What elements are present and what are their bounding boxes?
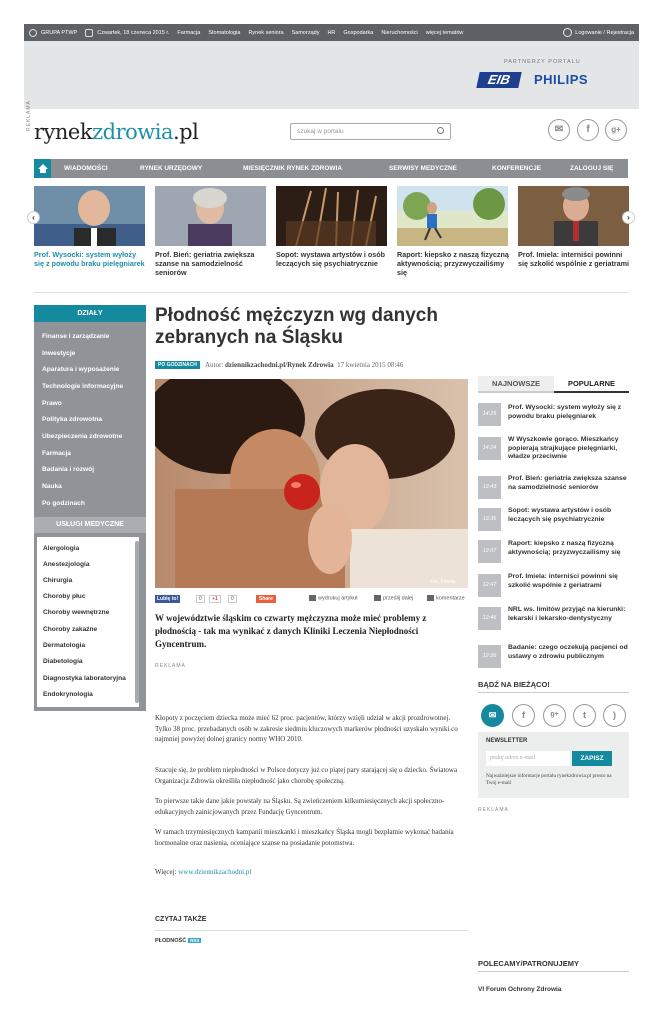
group-menu[interactable]: GRUPA PTWP [41,29,78,36]
topbar-link[interactable]: Farmacja [177,29,201,36]
news-item[interactable]: NRL ws. limitów przyjąć na kierunki: lekarski i lekarsko-dentystyczny [508,606,626,622]
facebook-icon[interactable]: f [512,704,535,727]
carousel-caption[interactable]: Prof. Bień: geriatria zwiększa szanse na samodzielność seniorów [155,250,255,277]
sidebar-item[interactable]: Finanse i zarządzanie [42,333,110,340]
envelope-icon [374,595,381,601]
news-time: 13:36 [478,508,501,531]
article-paragraph: Szacuje się, że problem niepłodności w Polsce dotyczy już co piątej pary starającej się o dziecko. Światowa Organizacja Zdrowia określiła niepłodność jako chorobę społeczną. [155,766,458,785]
google-plus-button[interactable]: +1 [209,595,221,603]
newsletter-description: Najważniejsze informacje portalu rynekzdrowia.pl prosto na Twój e-mail [486,773,612,786]
nav-item-wiadomosci[interactable]: WIADOMOŚCI [64,165,108,172]
topbar-link[interactable]: Rynek seniora [248,29,284,36]
nav-item-rynek-urzedowy[interactable]: RYNEK URZĘDOWY [140,165,203,172]
calendar-icon [85,29,93,37]
topbar-link[interactable]: Gospodarka [343,29,374,36]
news-item[interactable]: Sopot: wystawa artystów i osób leczących się psychiatrycznie [508,507,612,523]
services-scrollbar[interactable] [135,541,139,703]
news-item[interactable]: Prof. Bień: geriatria zwiększa szanse na samodzielność seniorów [508,475,627,491]
tab-najnowsze[interactable]: NAJNOWSZE [478,376,554,393]
news-time: 13:43 [478,476,501,499]
subscribe-button[interactable]: ZAPISZ [572,751,612,766]
sidebar-item[interactable]: Nauka [42,483,62,490]
carousel-caption[interactable]: Raport: kiepsko z naszą fizyczną aktywnością; przyzwyczailiśmy się [397,250,509,277]
sidebar-item[interactable]: Ubezpieczenia zdrowotne [42,433,123,440]
source-link[interactable]: www.dziennikzachodni.pl [178,868,252,876]
news-time: 12:46 [478,607,501,630]
google-plus-icon[interactable]: g+ [605,119,627,141]
newsletter-label: NEWSLETTER [486,738,528,744]
sidebar [34,305,146,711]
email-field[interactable]: podaj adres e-mail [486,751,570,766]
site-logo[interactable]: rynekzdrowia.pl [34,120,199,144]
service-item[interactable]: Anestezjologia [43,561,90,568]
read-also-heading: CZYTAJ TAKŻE [155,916,207,923]
nav-item-konferencje[interactable]: KONFERENCJE [492,165,542,172]
divider [155,930,468,931]
author: dziennikzachodni.pl/Rynek Zdrowia [225,361,334,369]
sidebar-item[interactable]: Farmacja [42,450,71,457]
service-item[interactable]: Endokrynologia [43,691,93,698]
article-photo [155,379,468,588]
home-button[interactable] [34,159,51,178]
carousel-caption[interactable]: Prof. Imiela: interniści powinni się szkolić wspólnie z geriatrami [518,250,630,268]
ad-banner [24,41,639,131]
sidebar-heading: DZIAŁY [34,305,146,322]
sidebar-item[interactable]: Aparatura i wyposażenie [42,366,120,373]
search-placeholder: szukaj w portalu [297,128,344,135]
news-item[interactable]: Raport: kiepsko z naszą fizyczną aktywnością; przyzwyczailiśmy się [508,540,621,556]
news-time: 13:07 [478,540,501,563]
follow-heading: BĄDŹ NA BIEŻĄCO! [478,680,550,689]
news-item[interactable]: Prof. Imiela: interniści powinni się szkolić wspólnie z geriatrami [508,573,618,589]
philips-logo[interactable]: PHILIPS [534,72,589,87]
send-link[interactable]: prześlij dalej [374,595,413,601]
article-paragraph: W ramach trzymiesięcznych kampanii mieszkanki i mieszkańcy Śląska mogli bezpłatnie wykonać badania hormonalne oraz nasienia, oceniające szanse na posiadanie potomstwa. [155,828,454,847]
recommended-heading: POLECAMY/PATRONUJEMY [478,959,579,968]
top-bar [24,24,639,41]
topbar-link[interactable]: Stomatologia [208,29,241,36]
partners-label: PARTNERZY PORTALU [504,59,581,65]
print-icon [309,595,316,601]
news-time: 12:36 [478,645,501,668]
service-item[interactable]: Diagnostyka laboratoryjna [43,675,126,682]
service-item[interactable]: Diabetologia [43,658,83,665]
article-paragraph: To pierwsze takie dane jakie powstały na Śląsku. Są zwieńczeniem kilkumiesięcznych akcji społeczno-edukacyjnych zainicjowanych przez Fundację Gyncentrum. [155,797,445,816]
topbar-link[interactable]: HR [327,29,336,36]
divider [478,692,629,693]
news-item[interactable]: W Wyszkowie gorąco. Mieszkańcy popierają strajkujące pielęgniarki, władze przeciwnie [508,436,619,460]
reklama-label: REKLAMA [478,807,509,813]
facebook-icon[interactable]: f [577,119,599,141]
service-item[interactable]: Alergologia [43,545,80,552]
service-item[interactable]: Dermatologia [43,642,86,649]
news-time: 14:24 [478,437,501,460]
search-icon[interactable] [437,127,444,134]
photo-credit: Fot. Fotolia [430,579,456,585]
facebook-count: 0 [196,595,205,603]
carousel-image[interactable] [276,186,387,246]
services-list [37,537,139,707]
sidebar-item[interactable]: Technologie informacyjne [42,383,124,390]
article-lead: W województwie śląskim co czwarty mężczyzna może mieć problemy z płodnością - tak ma wynikać z danych Kliniki Leczenia Niepłodności Gyncentrum. [155,613,427,649]
reklama-label: REKLAMA [26,100,32,131]
source-line: Więcej: www.dziennikzachodni.pl [155,868,252,876]
sidebar-item[interactable]: Polityka zdrowotna [42,416,103,423]
group-icon [29,29,37,37]
home-icon [38,164,48,169]
carousel-image[interactable] [34,186,145,246]
newsletter-box [478,732,629,798]
carousel-image[interactable] [397,186,508,246]
service-item[interactable]: Chirurgia [43,577,73,584]
carousel-image[interactable] [518,186,629,246]
carousel-next-icon[interactable]: › [622,211,635,224]
rss-badge[interactable]: RSS [190,938,200,943]
share-toolbar [155,594,468,606]
news-item[interactable]: Prof. Wysocki: system wyłoży się z powodu braku pielęgniarek [508,404,622,420]
news-item[interactable]: Badanie: czego oczekują pacjenci od ustawy o zdrowiu publicznym [508,644,628,660]
nav-item-zaloguj[interactable]: ZALOGUJ SIĘ [570,165,614,172]
sidebar-item[interactable]: Prawo [42,400,62,407]
user-icon [563,28,572,37]
sidebar-item[interactable]: Inwestycje [42,350,76,357]
google-plus-count: 0 [228,595,237,603]
topbar-more-topics[interactable]: więcej tematów [425,29,464,36]
newsletter-icon[interactable]: ✉ [481,704,504,727]
email-icon[interactable]: ✉ [548,119,570,141]
category-badge[interactable]: PO GODZINACH [155,361,200,369]
topbar-link[interactable]: Nieruchomości [381,29,418,36]
nav-item-serwisy[interactable]: SERWISY MEDYCZNE [389,165,458,172]
twitter-icon[interactable]: t [573,704,596,727]
date-text: Czwartek, 18 czerwca 2015 r. [97,29,170,36]
byline: Autor: dziennikzachodni.pl/Rynek Zdrowia 17 kwietnia 2015 08:46 [205,361,404,369]
publish-date: 17 kwietnia 2015 08:46 [337,361,404,369]
topbar-link[interactable]: Samorządy [291,29,320,36]
login-label: Logowanie / Rejestracja [575,29,634,36]
news-time: 14:25 [478,403,501,426]
tab-popularne[interactable]: POPULARNE [554,376,629,393]
sidebar-item[interactable]: Po godzinach [42,500,85,507]
comments-link[interactable]: komentarze [427,595,465,601]
sidebar-item[interactable]: Badania i rozwój [42,466,95,473]
comment-icon [427,595,434,601]
divider [34,292,628,293]
carousel-image[interactable] [155,186,266,246]
reklama-label: REKLAMA [155,663,186,669]
service-item[interactable]: Choroby zakaźne [43,626,98,633]
news-tabs [478,376,629,393]
login-link[interactable] [563,28,634,37]
recommended-item[interactable]: VI Forum Ochrony Zdrowia [478,986,562,993]
news-time: 12:47 [478,574,501,597]
tag-link[interactable]: PŁODNOŚĆ RSS [155,938,200,944]
carousel-caption[interactable]: Sopot: wystawa artystów i osób leczących się psychiatrycznie [276,250,386,268]
service-item[interactable]: Choroby płuc [43,593,86,600]
article-paragraph: Kłopoty z poczęciem dziecka może mieć 62 proc. pacjentów, którzy wzięli udział w akcji prozdrowotnej. Tylko 38 proc. przebadanych osób w zakresie siedmiu kluczowych markerów płodności uzyskało wyniki co najmniej powyżej dolnej granicy normy WHO 2010. [155,714,458,743]
divider [478,971,629,972]
search-input[interactable] [290,123,451,140]
sidebar-heading-services: USŁUGI MEDYCZNE [34,517,146,533]
facebook-like-button[interactable]: Lubię to! [157,596,179,602]
service-item[interactable]: Choroby wewnętrzne [43,609,110,616]
google-plus-icon[interactable]: g+ [543,704,566,727]
article-title: Płodność mężczyzn wg danych zebranych na Śląsku [155,305,438,348]
rss-icon[interactable]: ) [603,704,626,727]
carousel-caption[interactable]: Prof. Wysocki: system wyłoży się z powodu braku pielęgniarek [34,250,145,268]
print-link[interactable]: wydrukuj artykuł [309,595,357,601]
share-button[interactable]: Share [256,595,276,603]
nav-item-miesiecznik[interactable]: MIESIĘCZNIK RYNEK ZDROWIA [243,165,343,172]
main-nav [34,159,628,178]
eib-logo[interactable]: EIB [476,72,521,88]
carousel-prev-icon[interactable]: ‹ [27,211,40,224]
